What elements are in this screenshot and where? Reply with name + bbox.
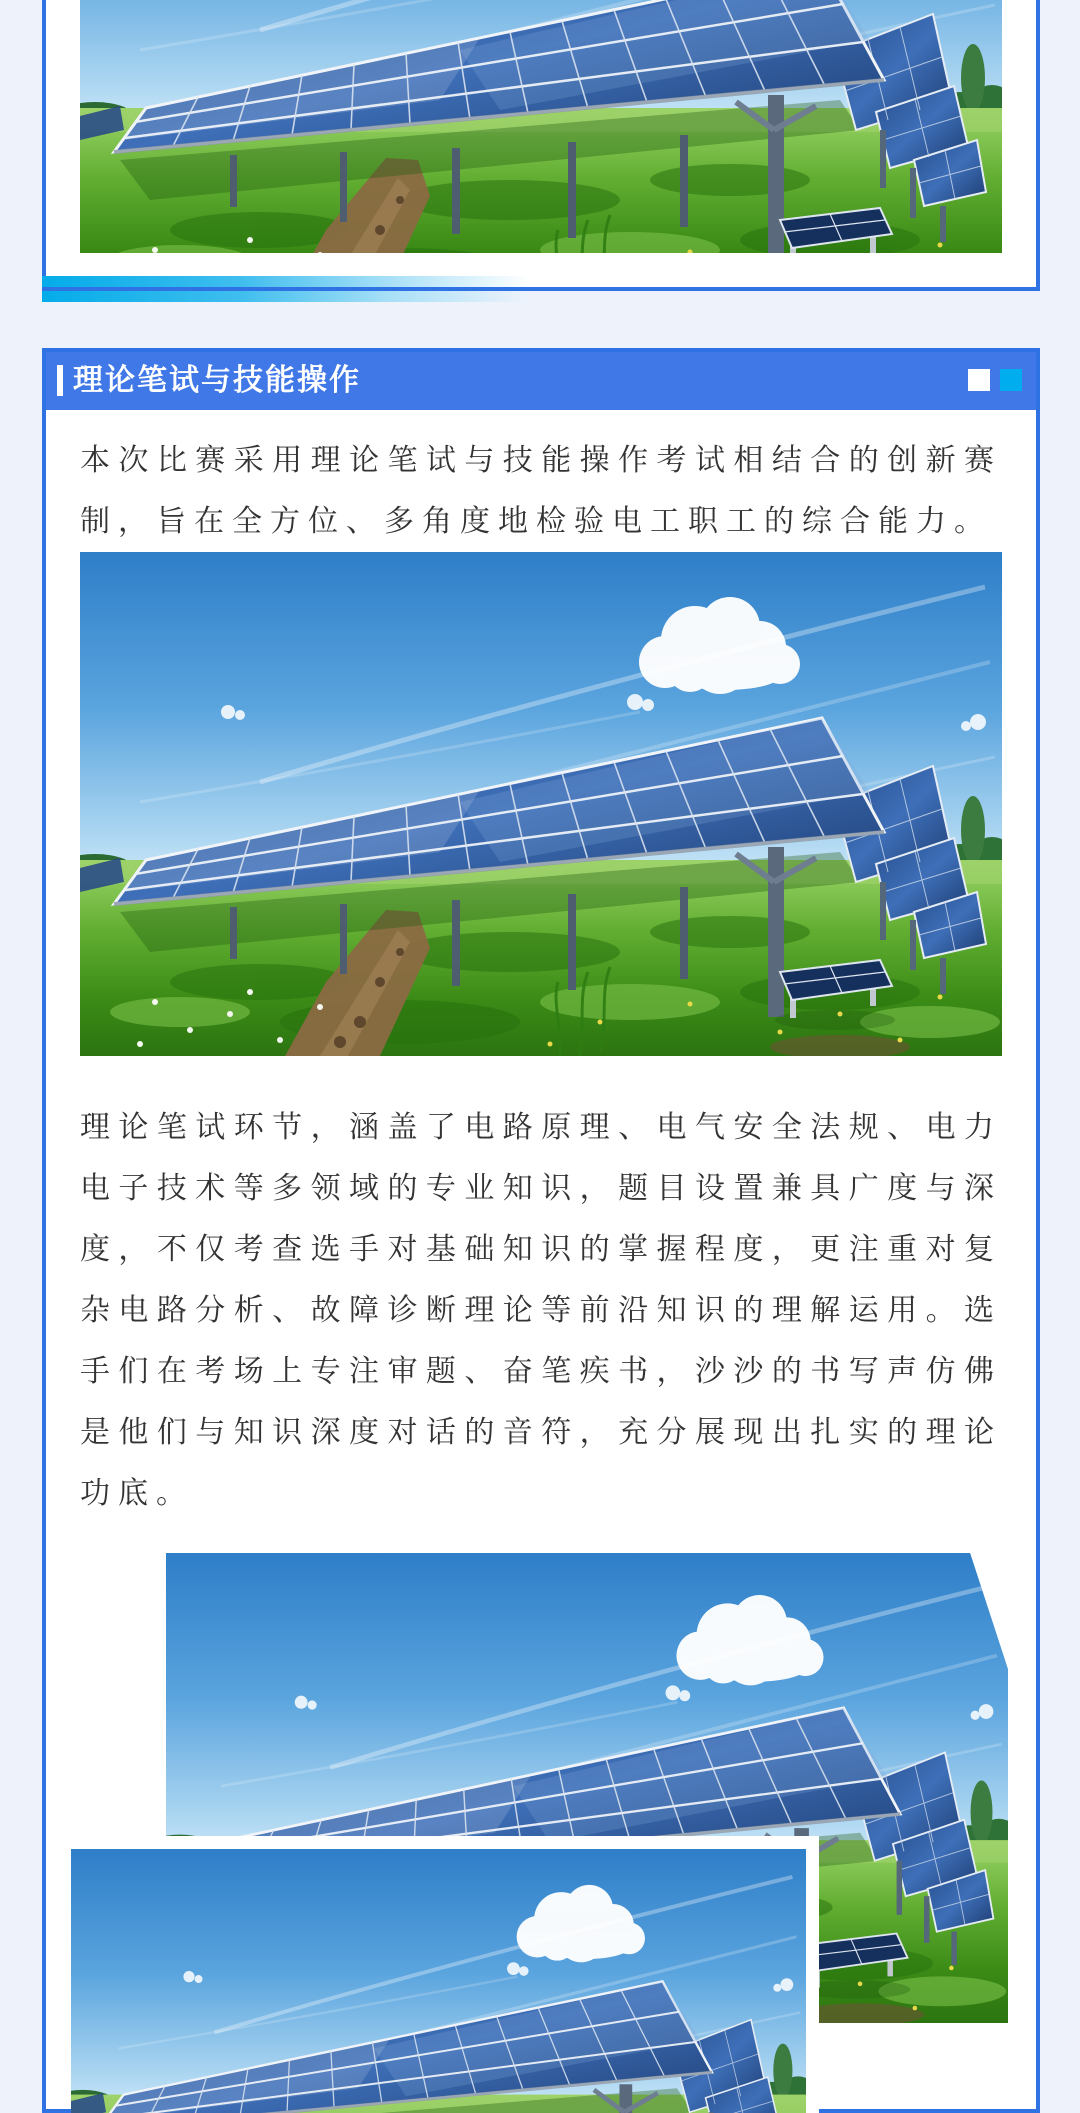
- decor-square-cyan-icon: [1000, 369, 1022, 391]
- section-body: [46, 410, 1036, 2113]
- solar-field-photo-collage-bottom[interactable]: [71, 1849, 806, 2113]
- photo-collage: [80, 1553, 1002, 2113]
- solar-field-photo-main[interactable]: [80, 552, 1002, 1056]
- section-header: [46, 352, 1036, 410]
- decor-square-white-icon: [968, 369, 990, 391]
- section-title: 理论笔试与技能操作: [73, 364, 361, 397]
- section-card: [42, 348, 1040, 2113]
- paragraph-intro: 本次比赛采用理论笔试与技能操作考试相结合的创新赛制，旨在全方位、多角度地检验电工职工的综合能力。: [80, 444, 1002, 538]
- hero-card: [42, 0, 1040, 291]
- header-accent-bar: [57, 365, 63, 396]
- gradient-divider-top: [42, 276, 539, 287]
- gradient-divider-bottom: [42, 291, 539, 302]
- solar-field-photo-hero[interactable]: [80, 0, 1002, 253]
- main-photo-frame: [80, 552, 1002, 1056]
- paragraph-theory-exam: 理论笔试环节，涵盖了电路原理、电气安全法规、电力电子技术等多领域的专业知识，题目设置兼具广度与深度，不仅考查选手对基础知识的掌握程度，更注重对复杂电路分析、故障诊断理论等前沿知识的理解运用。选手们在考场上专注审题、奋笔疾书，沙沙的书写声仿佛是他们与知识深度对话的音符，充分展现出扎实的理论功底。: [80, 1111, 1002, 1510]
- hero-photo-frame: [80, 0, 1036, 253]
- collage-photo-bottom-frame: [71, 1836, 819, 2113]
